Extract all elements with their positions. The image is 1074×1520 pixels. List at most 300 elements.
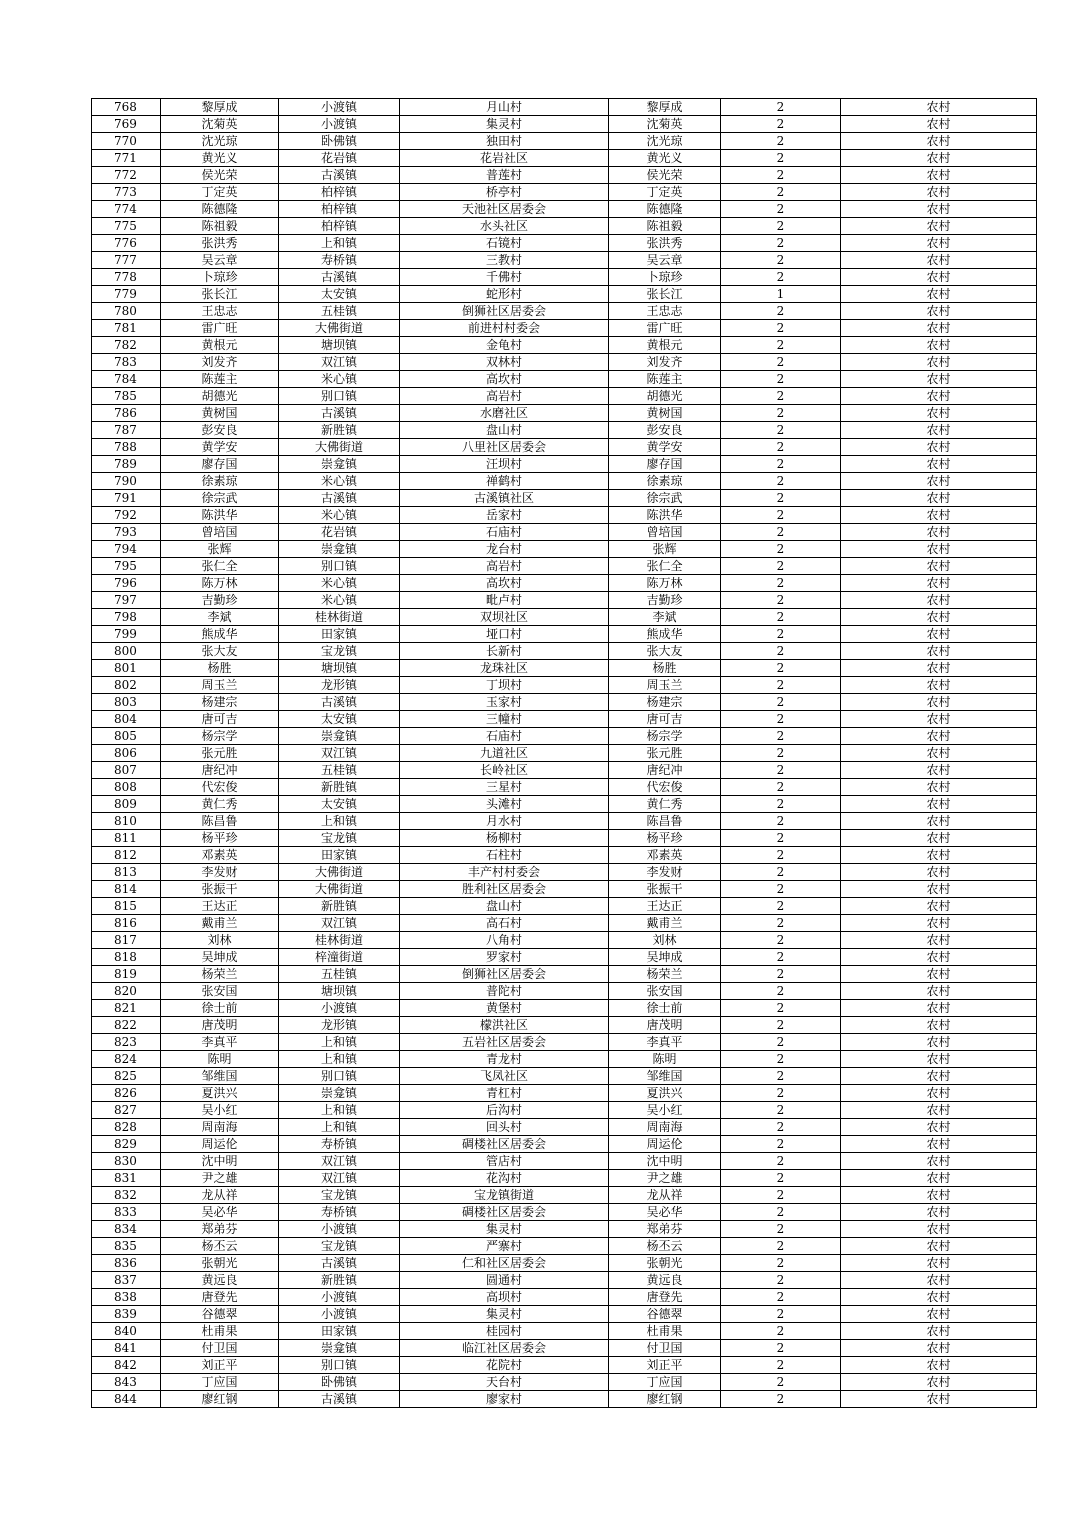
table-cell: 806 — [92, 745, 161, 762]
table-cell: 农村 — [841, 558, 1037, 575]
table-cell: 832 — [92, 1187, 161, 1204]
table-cell: 上和镇 — [279, 813, 400, 830]
table-cell: 农村 — [841, 898, 1037, 915]
table-cell: 吴坤成 — [609, 949, 721, 966]
table-row — [92, 983, 1037, 1000]
table-row — [92, 1374, 1037, 1391]
table-cell: 刘林 — [609, 932, 721, 949]
table-cell: 黎厚成 — [161, 99, 279, 116]
table-cell: 杨柳村 — [400, 830, 609, 847]
table-row — [92, 1238, 1037, 1255]
table-cell: 吴必华 — [161, 1204, 279, 1221]
table-cell: 高坎村 — [400, 371, 609, 388]
table-cell: 周玉兰 — [161, 677, 279, 694]
table-cell: 太安镇 — [279, 796, 400, 813]
table-cell: 盘山村 — [400, 898, 609, 915]
table-cell: 金龟村 — [400, 337, 609, 354]
table-cell: 2 — [721, 1340, 841, 1357]
table-cell: 沈中明 — [161, 1153, 279, 1170]
table-row — [92, 1085, 1037, 1102]
table-cell: 王忠志 — [161, 303, 279, 320]
table-cell: 吉勤珍 — [161, 592, 279, 609]
table-cell: 丁应国 — [161, 1374, 279, 1391]
table-cell: 周南海 — [161, 1119, 279, 1136]
table-cell: 2 — [721, 1221, 841, 1238]
table-cell: 2 — [721, 643, 841, 660]
table-row — [92, 728, 1037, 745]
table-cell: 唐纪冲 — [161, 762, 279, 779]
table-row — [92, 1136, 1037, 1153]
table-cell: 陈祖毅 — [609, 218, 721, 235]
table-cell: 米心镇 — [279, 473, 400, 490]
table-cell: 石庙村 — [400, 728, 609, 745]
table-cell: 2 — [721, 1034, 841, 1051]
table-cell: 卧佛镇 — [279, 133, 400, 150]
table-cell: 陈明 — [161, 1051, 279, 1068]
table-cell: 812 — [92, 847, 161, 864]
table-row — [92, 1119, 1037, 1136]
table-cell: 黄根元 — [161, 337, 279, 354]
table-cell: 崇龛镇 — [279, 1340, 400, 1357]
table-cell: 805 — [92, 728, 161, 745]
table-cell: 775 — [92, 218, 161, 235]
table-row — [92, 643, 1037, 660]
table-cell: 米心镇 — [279, 507, 400, 524]
table-cell: 2 — [721, 1119, 841, 1136]
table-cell: 2 — [721, 405, 841, 422]
table-row — [92, 507, 1037, 524]
table-cell: 农村 — [841, 116, 1037, 133]
table-cell: 周运伦 — [609, 1136, 721, 1153]
table-cell: 农村 — [841, 864, 1037, 881]
table-cell: 圆通村 — [400, 1272, 609, 1289]
table-cell: 2 — [721, 269, 841, 286]
table-cell: 农村 — [841, 541, 1037, 558]
table-cell: 周运伦 — [161, 1136, 279, 1153]
table-cell: 杨宗学 — [609, 728, 721, 745]
table-cell: 小渡镇 — [279, 116, 400, 133]
table-cell: 陈莲主 — [609, 371, 721, 388]
table-cell: 农村 — [841, 218, 1037, 235]
table-row — [92, 677, 1037, 694]
table-cell: 农村 — [841, 320, 1037, 337]
table-row — [92, 966, 1037, 983]
table-cell: 农村 — [841, 150, 1037, 167]
table-cell: 2 — [721, 592, 841, 609]
table-cell: 黄学安 — [609, 439, 721, 456]
table-cell: 2 — [721, 99, 841, 116]
table-row — [92, 218, 1037, 235]
table-cell: 800 — [92, 643, 161, 660]
table-cell: 2 — [721, 745, 841, 762]
table-cell: 农村 — [841, 592, 1037, 609]
table-cell: 农村 — [841, 473, 1037, 490]
table-cell: 沈菊英 — [609, 116, 721, 133]
table-cell: 农村 — [841, 881, 1037, 898]
table-cell: 773 — [92, 184, 161, 201]
table-row — [92, 456, 1037, 473]
table-cell: 花岩社区 — [400, 150, 609, 167]
table-cell: 2 — [721, 1085, 841, 1102]
table-cell: 2 — [721, 1051, 841, 1068]
table-cell: 回头村 — [400, 1119, 609, 1136]
table-row — [92, 541, 1037, 558]
table-cell: 790 — [92, 473, 161, 490]
table-cell: 2 — [721, 320, 841, 337]
table-cell: 黄根元 — [609, 337, 721, 354]
table-cell: 桂园村 — [400, 1323, 609, 1340]
table-cell: 邹维国 — [161, 1068, 279, 1085]
table-cell: 837 — [92, 1272, 161, 1289]
table-cell: 2 — [721, 762, 841, 779]
table-cell: 罗家村 — [400, 949, 609, 966]
table-cell: 廖红钢 — [161, 1391, 279, 1408]
table-row — [92, 949, 1037, 966]
table-cell: 842 — [92, 1357, 161, 1374]
table-cell: 上和镇 — [279, 1119, 400, 1136]
table-row — [92, 1017, 1037, 1034]
table-cell: 农村 — [841, 728, 1037, 745]
table-row — [92, 1357, 1037, 1374]
table-cell: 2 — [721, 898, 841, 915]
table-cell: 唐登先 — [609, 1289, 721, 1306]
table-cell: 杨平珍 — [161, 830, 279, 847]
table-row — [92, 626, 1037, 643]
table-cell: 张辉 — [609, 541, 721, 558]
table-cell: 青杠村 — [400, 1085, 609, 1102]
table-cell: 寿桥镇 — [279, 252, 400, 269]
table-row — [92, 1034, 1037, 1051]
table-cell: 黄堡村 — [400, 1000, 609, 1017]
table-cell: 838 — [92, 1289, 161, 1306]
table-cell: 龙形镇 — [279, 1017, 400, 1034]
table-cell: 2 — [721, 422, 841, 439]
table-cell: 776 — [92, 235, 161, 252]
table-cell: 花岩镇 — [279, 524, 400, 541]
table-cell: 李真平 — [161, 1034, 279, 1051]
table-cell: 田家镇 — [279, 847, 400, 864]
table-cell: 新胜镇 — [279, 898, 400, 915]
table-cell: 农村 — [841, 133, 1037, 150]
table-row — [92, 337, 1037, 354]
table-cell: 2 — [721, 830, 841, 847]
table-cell: 2 — [721, 1204, 841, 1221]
table-cell: 杨建宗 — [161, 694, 279, 711]
table-cell: 2 — [721, 184, 841, 201]
table-cell: 789 — [92, 456, 161, 473]
table-cell: 农村 — [841, 1272, 1037, 1289]
table-cell: 农村 — [841, 235, 1037, 252]
table-cell: 2 — [721, 388, 841, 405]
table-cell: 779 — [92, 286, 161, 303]
table-row — [92, 286, 1037, 303]
table-cell: 农村 — [841, 932, 1037, 949]
table-cell: 2 — [721, 728, 841, 745]
table-cell: 783 — [92, 354, 161, 371]
table-cell: 2 — [721, 1170, 841, 1187]
table-cell: 邹维国 — [609, 1068, 721, 1085]
table-cell: 821 — [92, 1000, 161, 1017]
table-cell: 2 — [721, 813, 841, 830]
table-cell: 农村 — [841, 286, 1037, 303]
table-cell: 农村 — [841, 201, 1037, 218]
table-cell: 杜甫果 — [609, 1323, 721, 1340]
table-cell: 张大友 — [161, 643, 279, 660]
table-cell: 张长江 — [161, 286, 279, 303]
table-cell: 796 — [92, 575, 161, 592]
table-cell: 杨荣兰 — [609, 966, 721, 983]
table-row — [92, 1204, 1037, 1221]
table-cell: 古溪镇 — [279, 1391, 400, 1408]
table-row — [92, 354, 1037, 371]
table-cell: 倒狮社区居委会 — [400, 966, 609, 983]
table-cell: 2 — [721, 133, 841, 150]
table-cell: 付卫国 — [609, 1340, 721, 1357]
table-cell: 农村 — [841, 1085, 1037, 1102]
table-row — [92, 524, 1037, 541]
table-cell: 卜琼珍 — [161, 269, 279, 286]
table-cell: 郑弟芬 — [609, 1221, 721, 1238]
table-cell: 管店村 — [400, 1153, 609, 1170]
table-cell: 石镜村 — [400, 235, 609, 252]
table-cell: 844 — [92, 1391, 161, 1408]
table-cell: 2 — [721, 1306, 841, 1323]
table-cell: 2 — [721, 796, 841, 813]
table-cell: 陈洪华 — [609, 507, 721, 524]
table-row — [92, 1221, 1037, 1238]
table-row — [92, 320, 1037, 337]
table-cell: 农村 — [841, 99, 1037, 116]
table-cell: 农村 — [841, 694, 1037, 711]
table-cell: 代宏俊 — [609, 779, 721, 796]
table-cell: 李发财 — [161, 864, 279, 881]
table-cell: 836 — [92, 1255, 161, 1272]
table-cell: 822 — [92, 1017, 161, 1034]
table-cell: 818 — [92, 949, 161, 966]
table-cell: 农村 — [841, 1136, 1037, 1153]
table-cell: 唐登先 — [161, 1289, 279, 1306]
table-cell: 黎厚成 — [609, 99, 721, 116]
table-cell: 830 — [92, 1153, 161, 1170]
table-cell: 小渡镇 — [279, 1289, 400, 1306]
table-cell: 前进村村委会 — [400, 320, 609, 337]
table-cell: 吴坤成 — [161, 949, 279, 966]
table-cell: 黄远良 — [161, 1272, 279, 1289]
table-cell: 李真平 — [609, 1034, 721, 1051]
table-cell: 桥亭村 — [400, 184, 609, 201]
table-cell: 农村 — [841, 490, 1037, 507]
table-cell: 811 — [92, 830, 161, 847]
table-cell: 农村 — [841, 184, 1037, 201]
table-cell: 农村 — [841, 1017, 1037, 1034]
table-cell: 陈德隆 — [609, 201, 721, 218]
table-cell: 2 — [721, 490, 841, 507]
table-cell: 周南海 — [609, 1119, 721, 1136]
table-row — [92, 915, 1037, 932]
table-cell: 农村 — [841, 269, 1037, 286]
table-cell: 农村 — [841, 983, 1037, 1000]
table-cell: 黄学安 — [161, 439, 279, 456]
table-row — [92, 1323, 1037, 1340]
table-cell: 天池社区居委会 — [400, 201, 609, 218]
table-cell: 桂林街道 — [279, 609, 400, 626]
table-cell: 沈菊英 — [161, 116, 279, 133]
table-cell: 倒狮社区居委会 — [400, 303, 609, 320]
table-cell: 农村 — [841, 1051, 1037, 1068]
table-cell: 汪坝村 — [400, 456, 609, 473]
table-cell: 唐茂明 — [609, 1017, 721, 1034]
table-cell: 普陀村 — [400, 983, 609, 1000]
table-cell: 熊成华 — [161, 626, 279, 643]
table-cell: 农村 — [841, 1000, 1037, 1017]
table-cell: 邓素英 — [161, 847, 279, 864]
table-row — [92, 898, 1037, 915]
table-cell: 799 — [92, 626, 161, 643]
table-cell: 别口镇 — [279, 1357, 400, 1374]
table-cell: 大佛街道 — [279, 881, 400, 898]
table-row — [92, 473, 1037, 490]
table-cell: 黄仁秀 — [609, 796, 721, 813]
table-cell: 2 — [721, 1357, 841, 1374]
table-row — [92, 1289, 1037, 1306]
table-body — [92, 99, 1037, 1408]
table-cell: 刘正平 — [161, 1357, 279, 1374]
table-cell: 夏洪兴 — [161, 1085, 279, 1102]
table-cell: 古溪镇 — [279, 405, 400, 422]
table-cell: 龙从祥 — [161, 1187, 279, 1204]
table-cell: 828 — [92, 1119, 161, 1136]
data-table — [91, 98, 1037, 1408]
table-cell: 徐宗武 — [609, 490, 721, 507]
table-cell: 月水村 — [400, 813, 609, 830]
table-cell: 黄远良 — [609, 1272, 721, 1289]
table-cell: 吴必华 — [609, 1204, 721, 1221]
table-cell: 陈明 — [609, 1051, 721, 1068]
table-cell: 水头社区 — [400, 218, 609, 235]
table-cell: 2 — [721, 949, 841, 966]
table-cell: 农村 — [841, 626, 1037, 643]
table-cell: 曾培国 — [161, 524, 279, 541]
table-cell: 花沟村 — [400, 1170, 609, 1187]
table-cell: 2 — [721, 694, 841, 711]
table-cell: 高坝村 — [400, 1289, 609, 1306]
table-cell: 龙台村 — [400, 541, 609, 558]
table-cell: 2 — [721, 1187, 841, 1204]
table-row — [92, 558, 1037, 575]
table-cell: 徐素琼 — [609, 473, 721, 490]
table-cell: 廖存国 — [609, 456, 721, 473]
table-cell: 丁定英 — [161, 184, 279, 201]
table-cell: 2 — [721, 541, 841, 558]
table-cell: 840 — [92, 1323, 161, 1340]
table-cell: 古溪镇 — [279, 490, 400, 507]
table-cell: 李发财 — [609, 864, 721, 881]
table-cell: 张朝光 — [161, 1255, 279, 1272]
table-cell: 张振干 — [609, 881, 721, 898]
table-cell: 邓素英 — [609, 847, 721, 864]
table-cell: 798 — [92, 609, 161, 626]
table-row — [92, 303, 1037, 320]
table-cell: 郑弟芬 — [161, 1221, 279, 1238]
table-cell: 农村 — [841, 439, 1037, 456]
table-cell: 宝龙镇 — [279, 1238, 400, 1255]
table-cell: 772 — [92, 167, 161, 184]
table-cell: 龙形镇 — [279, 677, 400, 694]
table-cell: 水磨社区 — [400, 405, 609, 422]
table-cell: 833 — [92, 1204, 161, 1221]
table-cell: 太安镇 — [279, 286, 400, 303]
table-cell: 835 — [92, 1238, 161, 1255]
table-cell: 新胜镇 — [279, 422, 400, 439]
table-cell: 2 — [721, 1374, 841, 1391]
table-cell: 841 — [92, 1340, 161, 1357]
table-cell: 2 — [721, 1391, 841, 1408]
table-row — [92, 1068, 1037, 1085]
table-cell: 黄光义 — [609, 150, 721, 167]
table-cell: 宝龙镇街道 — [400, 1187, 609, 1204]
table-cell: 飞凤社区 — [400, 1068, 609, 1085]
table-cell: 高岩村 — [400, 388, 609, 405]
table-cell: 高坎村 — [400, 575, 609, 592]
table-cell: 崇龛镇 — [279, 1085, 400, 1102]
table-cell: 千佛村 — [400, 269, 609, 286]
table-cell: 大佛街道 — [279, 439, 400, 456]
table-cell: 柏梓镇 — [279, 218, 400, 235]
table-cell: 2 — [721, 1068, 841, 1085]
table-cell: 793 — [92, 524, 161, 541]
table-cell: 陈昌鲁 — [161, 813, 279, 830]
table-cell: 农村 — [841, 1034, 1037, 1051]
table-cell: 2 — [721, 252, 841, 269]
table-row — [92, 116, 1037, 133]
table-cell: 农村 — [841, 643, 1037, 660]
table-row — [92, 864, 1037, 881]
table-cell: 大佛街道 — [279, 864, 400, 881]
table-cell: 陈莲主 — [161, 371, 279, 388]
table-cell: 农村 — [841, 847, 1037, 864]
table-row — [92, 660, 1037, 677]
table-cell: 李斌 — [609, 609, 721, 626]
table-cell: 黄仁秀 — [161, 796, 279, 813]
table-cell: 天台村 — [400, 1374, 609, 1391]
table-cell: 刘发齐 — [161, 354, 279, 371]
table-cell: 农村 — [841, 371, 1037, 388]
table-row — [92, 592, 1037, 609]
table-row — [92, 1306, 1037, 1323]
table-cell: 809 — [92, 796, 161, 813]
table-cell: 2 — [721, 779, 841, 796]
table-cell: 农村 — [841, 1153, 1037, 1170]
table-cell: 农村 — [841, 456, 1037, 473]
table-cell: 823 — [92, 1034, 161, 1051]
table-cell: 桂林街道 — [279, 932, 400, 949]
table-cell: 崇龛镇 — [279, 456, 400, 473]
table-cell: 769 — [92, 116, 161, 133]
table-cell: 集灵村 — [400, 1221, 609, 1238]
table-cell: 张安国 — [161, 983, 279, 1000]
table-cell: 五桂镇 — [279, 966, 400, 983]
table-row — [92, 1000, 1037, 1017]
table-cell: 徐宗武 — [161, 490, 279, 507]
table-row — [92, 252, 1037, 269]
table-cell: 2 — [721, 966, 841, 983]
table-cell: 唐茂明 — [161, 1017, 279, 1034]
table-cell: 丁坝村 — [400, 677, 609, 694]
table-cell: 786 — [92, 405, 161, 422]
table-cell: 2 — [721, 1102, 841, 1119]
table-cell: 784 — [92, 371, 161, 388]
table-cell: 820 — [92, 983, 161, 1000]
